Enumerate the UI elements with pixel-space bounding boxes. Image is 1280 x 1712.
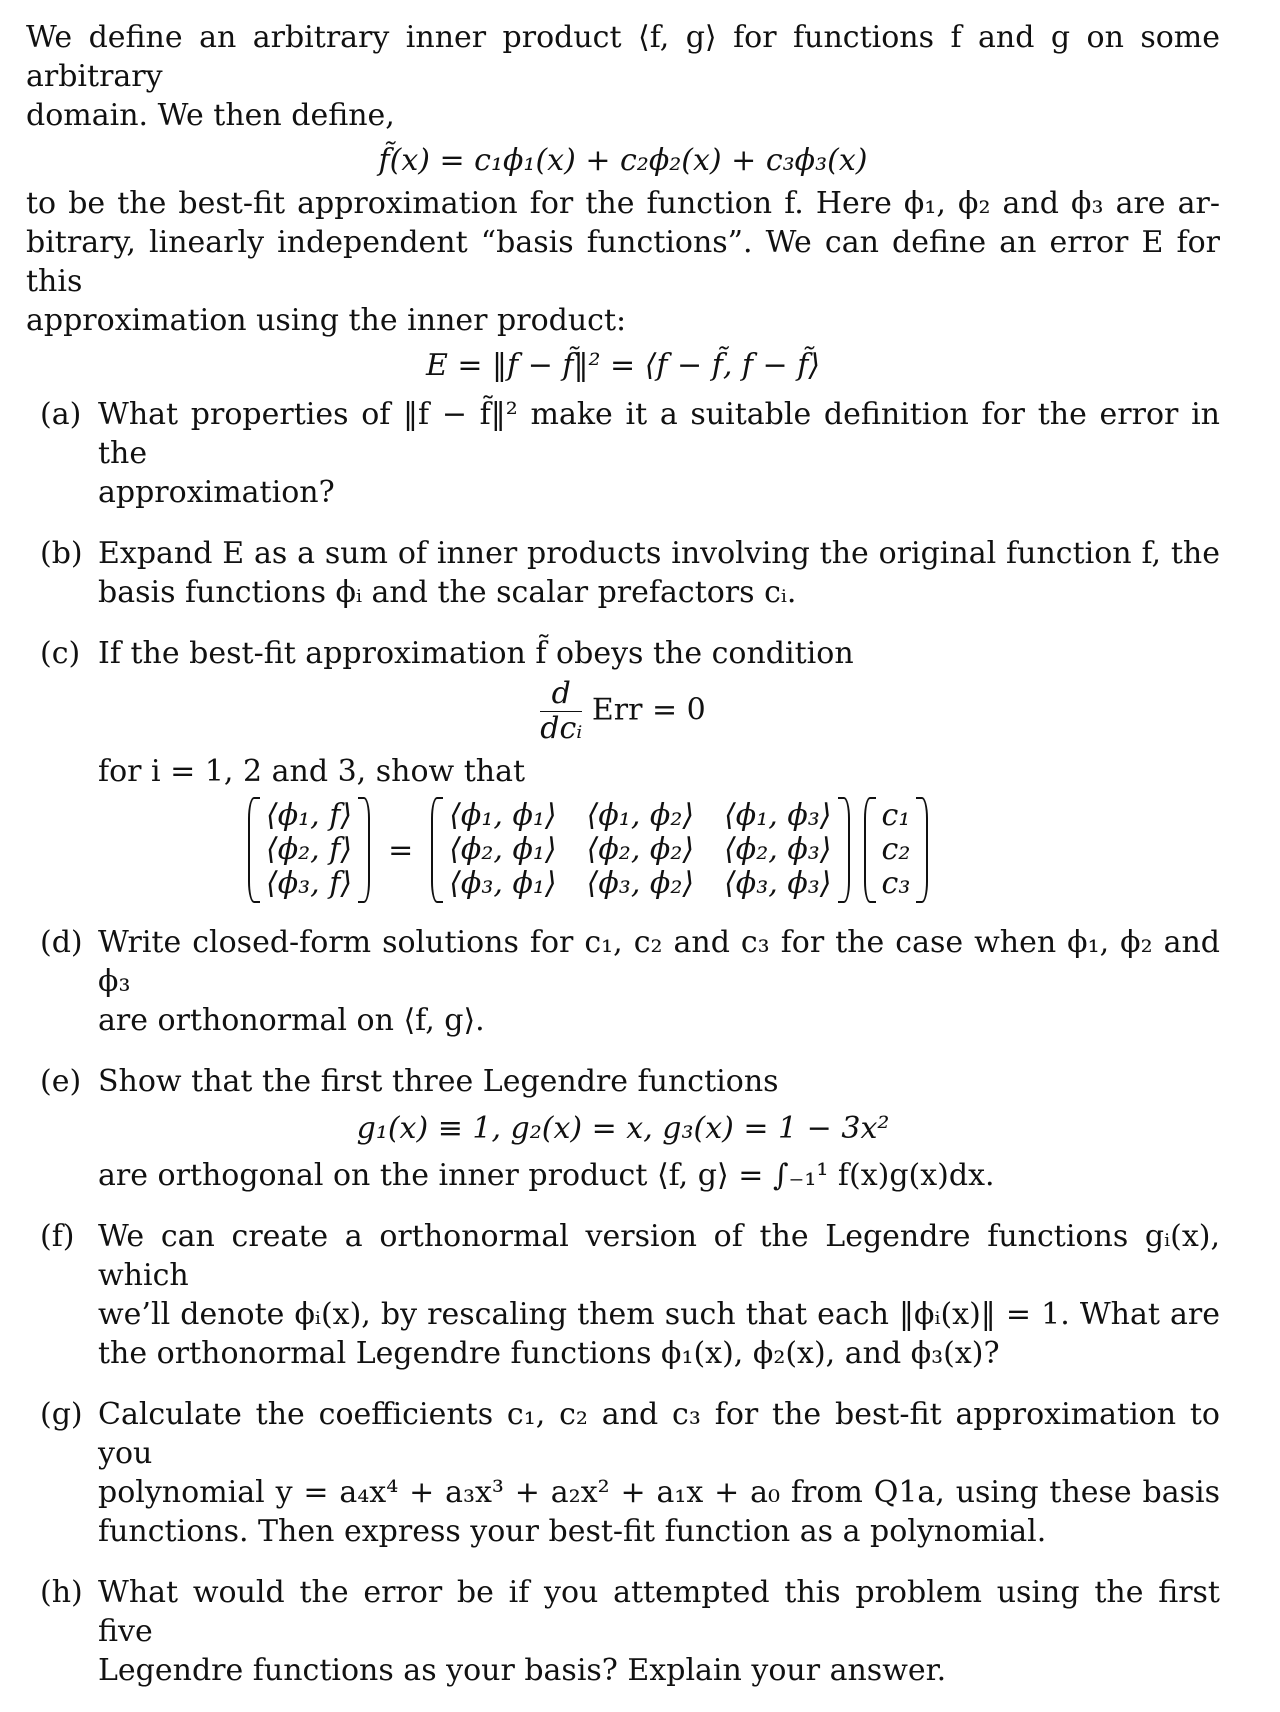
question-text-line: approximation?: [98, 475, 335, 510]
question-h: [26, 1573, 1220, 1690]
question-text-line: the orthonormal Legendre functions ϕ₁(x), ϕ₂(x), and ϕ₃(x)?: [98, 1336, 1000, 1371]
matrix-entry: ⟨ϕ₂, ϕ₂⟩: [586, 832, 695, 867]
question-list: [26, 395, 1220, 1690]
fraction-numerator: d: [540, 677, 582, 712]
intro-line-4: bitrary, linearly independent “basis functions”. We can define an error E for this: [26, 225, 1220, 299]
question-text-line: basis functions ϕᵢ and the scalar prefactors cᵢ.: [98, 575, 797, 610]
derivative-condition: [26, 677, 1220, 746]
question-c: [26, 634, 1220, 901]
question-label: (c): [40, 636, 81, 671]
question-text-line: We can create a orthonormal version of the Legendre functions gᵢ(x), which: [98, 1219, 1220, 1293]
question-label: (f): [40, 1219, 75, 1254]
question-label: (d): [40, 925, 83, 960]
question-text-line: If the best-fit approximation f̃ obeys the condition: [98, 636, 854, 671]
question-text-line: What properties of ‖f − f̃‖² make it a suitable definition for the error in the: [98, 397, 1220, 471]
lhs-entry: ⟨ϕ₂, f⟩: [266, 832, 353, 867]
question-text-line: polynomial y = a₄x⁴ + a₃x³ + a₂x² + a₁x + a₀ from Q1a, using these basis: [98, 1475, 1220, 1510]
lhs-vector: [248, 799, 370, 901]
question-text-line: functions. Then express your best-fit function as a polynomial.: [98, 1514, 1047, 1549]
condition-rest: Err = 0: [591, 692, 706, 728]
coefficient-entry: c₃: [881, 866, 911, 901]
matrix-entry: ⟨ϕ₁, ϕ₁⟩: [449, 798, 557, 833]
question-text-line: Write closed-form solutions for c₁, c₂ and c₃ for the case when ϕ₁, ϕ₂ and ϕ₃: [98, 925, 1220, 999]
fraction-denominator: dcᵢ: [540, 711, 583, 746]
question-a: [26, 395, 1220, 512]
question-text-line: are orthonormal on ⟨f, g⟩.: [98, 1003, 485, 1038]
question-e: [26, 1062, 1220, 1195]
coefficient-entry: c₁: [881, 798, 911, 833]
derivative-fraction: [540, 677, 582, 746]
question-g: [26, 1395, 1220, 1551]
question-text-line: Expand E as a sum of inner products involving the original function f, the: [98, 536, 1220, 571]
matrix-entry: ⟨ϕ₁, ϕ₂⟩: [586, 798, 695, 833]
normal-equations: [248, 799, 1220, 901]
question-text-line: What would the error be if you attempted this problem using the first five: [98, 1575, 1220, 1649]
question-d: [26, 923, 1220, 1040]
matrix-entry: ⟨ϕ₃, ϕ₃⟩: [724, 866, 832, 901]
approximation-equation: f̃(x) = c₁ϕ₁(x) + c₂ϕ₂(x) + c₃ϕ₃(x): [378, 143, 868, 178]
question-label: (a): [40, 397, 82, 432]
matrix-entry: ⟨ϕ₂, ϕ₃⟩: [724, 832, 832, 867]
question-text-line: Show that the first three Legendre functions: [98, 1064, 779, 1099]
intro-line-3: to be the best-fit approximation for the function f. Here ϕ₁, ϕ₂ and ϕ₃ are ar-: [26, 186, 1220, 221]
question-label: (g): [40, 1397, 83, 1432]
question-b: [26, 534, 1220, 612]
error-equation: E = ‖f − f̃‖² = ⟨f − f̃, f − f̃⟩: [425, 348, 821, 383]
question-text-line: we’ll denote ϕᵢ(x), by rescaling them such that each ‖ϕᵢ(x)‖ = 1. What are: [98, 1297, 1220, 1332]
legendre-definitions: g₁(x) ≡ 1, g₂(x) = x, g₃(x) = 1 − 3x²: [356, 1111, 890, 1146]
gram-matrix: [431, 799, 849, 901]
matrix-entry: ⟨ϕ₂, ϕ₁⟩: [449, 832, 557, 867]
question-label: (e): [40, 1064, 82, 1099]
intro-line-1: We define an arbitrary inner product ⟨f, g⟩ for functions f and g on some arbitrary: [26, 20, 1220, 94]
question-text-line: Legendre functions as your basis? Explain your answer.: [98, 1653, 947, 1688]
matrix-entry: ⟨ϕ₃, ϕ₁⟩: [449, 866, 557, 901]
lhs-entry: ⟨ϕ₃, f⟩: [266, 866, 353, 901]
equals-sign: =: [388, 832, 414, 868]
question-text-line: Calculate the coefficients c₁, c₂ and c₃ for the best-fit approximation to you: [98, 1397, 1220, 1471]
question-text-line: for i = 1, 2 and 3, show that: [98, 754, 526, 789]
question-label: (h): [40, 1575, 83, 1610]
question-text-line: are orthogonal on the inner product ⟨f, g⟩ = ∫₋₁¹ f(x)g(x)dx.: [98, 1158, 995, 1193]
coefficient-entry: c₂: [881, 832, 911, 867]
matrix-entry: ⟨ϕ₃, ϕ₂⟩: [586, 866, 695, 901]
problem-sheet: [26, 18, 1220, 1712]
coefficient-vector: [864, 799, 929, 901]
matrix-entry: ⟨ϕ₁, ϕ₃⟩: [724, 798, 832, 833]
intro-line-2: domain. We then define,: [26, 98, 395, 133]
question-f: [26, 1217, 1220, 1373]
lhs-entry: ⟨ϕ₁, f⟩: [266, 798, 353, 833]
question-label: (b): [40, 536, 83, 571]
intro-line-5: approximation using the inner product:: [26, 303, 627, 338]
